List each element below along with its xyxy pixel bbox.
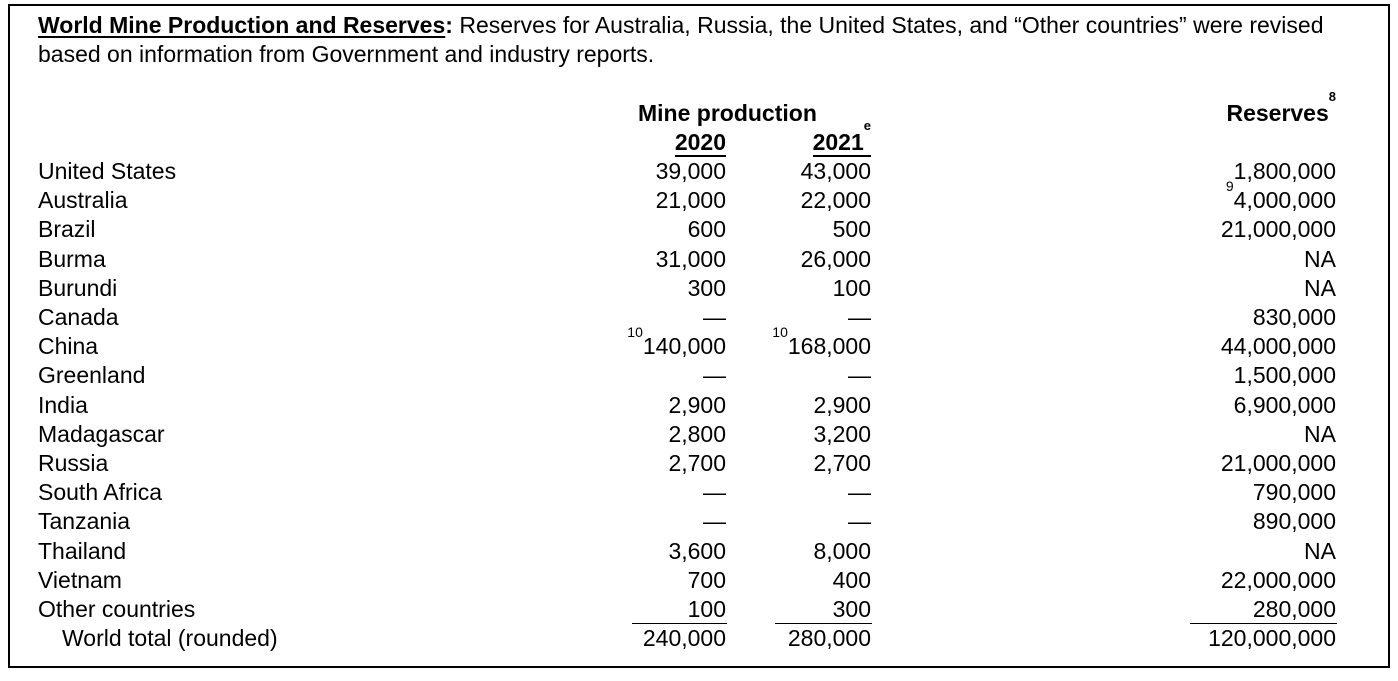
production-2021: —	[848, 362, 871, 389]
country-name: South Africa	[38, 479, 163, 506]
production-2021: 500	[832, 216, 871, 243]
production-2020: 2,800	[668, 420, 726, 447]
country-name: World total (rounded)	[62, 625, 278, 652]
reserves-value: 890,000	[1252, 508, 1336, 535]
production-2020: 240,000	[642, 625, 726, 652]
reserves-value: NA	[1304, 420, 1336, 447]
country-name: Burundi	[38, 274, 118, 301]
production-2021: 2,700	[813, 450, 871, 476]
table-row	[0, 303, 1398, 332]
production-2021: 2,900	[813, 391, 871, 418]
production-2020: —	[703, 362, 726, 389]
country-name: Australia	[38, 187, 128, 214]
production-2021: 43,000	[800, 158, 871, 184]
table-row	[0, 391, 1398, 420]
production-2020: —	[703, 304, 726, 330]
year-2021-header: 2021e	[812, 118, 871, 155]
reserves-value: NA	[1304, 537, 1336, 564]
production-2020: 600	[687, 216, 726, 243]
table-row	[0, 420, 1398, 449]
reserves-header: Reserves$^8$	[1226, 89, 1336, 126]
production-2021: 280,000	[787, 625, 871, 652]
production-2020: 21,000	[655, 187, 726, 214]
reserves-value: 44,000,000	[1220, 333, 1336, 360]
country-name: Thailand	[38, 537, 127, 564]
reserves-value: 6,900,000	[1233, 391, 1336, 418]
table-row	[0, 566, 1398, 595]
reserves-value: 1,500,000	[1233, 362, 1336, 389]
footnote-ref: 10	[627, 324, 643, 341]
table-row	[0, 178, 1398, 215]
rule-reserves	[1190, 623, 1337, 624]
reserves-value: NA	[1304, 245, 1336, 272]
rule-2021	[775, 623, 872, 624]
table-row	[0, 274, 1398, 303]
table-row	[0, 537, 1398, 566]
intro-title: World Mine Production and Reserves:	[38, 12, 453, 38]
table-row	[0, 215, 1398, 244]
reserves-value: 280,000	[1252, 596, 1336, 622]
footnote-ref: 10	[772, 324, 788, 341]
estimate-note: e	[863, 118, 871, 133]
production-2021: —	[848, 479, 871, 506]
footnote-ref: 9	[1225, 178, 1234, 195]
reserves-value: NA	[1304, 274, 1336, 301]
production-2021: —	[848, 508, 871, 535]
country-name: Greenland	[38, 362, 146, 389]
reserves-value: 120,000,000	[1208, 625, 1336, 652]
production-2021: 8,000	[813, 537, 871, 564]
country-name: India	[38, 391, 88, 418]
production-2021: $^{10}$168,000	[772, 324, 871, 360]
production-2021: 400	[832, 566, 871, 593]
reserves-value: 790,000	[1252, 479, 1336, 506]
production-2020: $^{10}$140,000	[627, 324, 726, 360]
country-name: Burma	[38, 245, 106, 272]
table-row	[0, 157, 1398, 186]
production-2020: 39,000	[655, 158, 726, 184]
table-row	[0, 324, 1398, 361]
production-2021: 22,000	[800, 187, 871, 214]
production-2021: 100	[832, 274, 871, 301]
reserves-value: 21,000,000	[1220, 450, 1336, 476]
production-2020: —	[703, 508, 726, 535]
production-2021: 26,000	[800, 245, 871, 272]
rule-2020	[632, 623, 727, 624]
production-2020: 300	[687, 274, 726, 301]
production-2020: 100	[687, 596, 726, 622]
reserves-value: 22,000,000	[1220, 566, 1336, 593]
intro-paragraph	[38, 11, 1378, 69]
production-2020: 31,000	[655, 245, 726, 272]
country-name: Canada	[38, 304, 119, 330]
table-row	[0, 478, 1398, 507]
production-2020: 3,600	[668, 537, 726, 564]
country-name: Brazil	[38, 216, 96, 243]
country-name: Vietnam	[38, 566, 122, 593]
mine-production-header: Mine production	[638, 100, 817, 126]
table-row	[0, 361, 1398, 390]
country-name: Tanzania	[38, 508, 131, 535]
reserves-value: 21,000,000	[1220, 216, 1336, 243]
table-row	[0, 507, 1398, 536]
country-name: Other countries	[38, 596, 196, 622]
reserves-value: 1,800,000	[1233, 158, 1336, 184]
production-2021: —	[848, 304, 871, 330]
total-row	[0, 624, 1398, 653]
production-2021: 3,200	[813, 420, 871, 447]
reserves-footnote: 8	[1328, 89, 1336, 104]
country-name: China	[38, 333, 99, 360]
country-name: Madagascar	[38, 420, 165, 447]
production-2021: 300	[832, 596, 871, 622]
production-2020: 2,700	[668, 450, 726, 476]
table-row	[0, 595, 1398, 624]
production-2020: —	[703, 479, 726, 506]
production-2020: 2,900	[668, 391, 726, 418]
intro-text: Reserves for Australia, Russia, the United States, and “Other countries” were revised based on information from Government and industry reports.	[38, 12, 1324, 67]
table-row	[0, 449, 1398, 478]
table-row	[0, 245, 1398, 274]
reserves-value: $^9$4,000,000	[1225, 178, 1336, 214]
year-2020-header: 2020	[674, 129, 726, 155]
reserves-value: 830,000	[1252, 304, 1336, 330]
production-2020: 700	[687, 566, 726, 593]
country-name: Russia	[38, 450, 109, 476]
country-name: United States	[38, 158, 177, 184]
